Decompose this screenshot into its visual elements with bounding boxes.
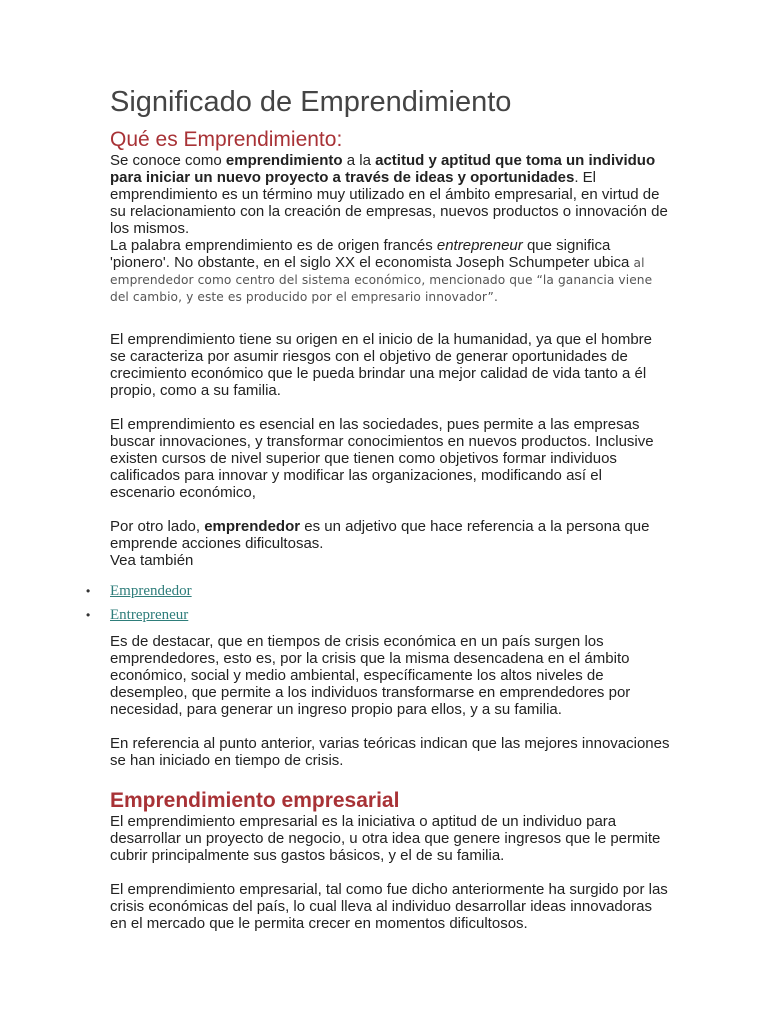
italic-term: entrepreneur <box>436 237 523 254</box>
paragraph-definition <box>110 152 670 237</box>
paragraph-importance: El emprendimiento es esencial en las sociedades, pues permite a las empresas buscar innovaciones, y transformar conocimientos en nuevos productos. Inclusive existen cursos de nivel superior que tienen como objetivos formar individuos calificados para innovar y modificar las organizaciones, modificando así el escenario económico, <box>110 416 654 501</box>
paragraph-emprendedor <box>110 518 670 569</box>
link-emprendedor[interactable]: Emprendedor <box>110 583 192 599</box>
page-title: Significado de Emprendimiento <box>110 86 512 118</box>
paragraph-empresarial-origin: El emprendimiento empresarial, tal como fue dicho anteriormente ha surgido por las crisis económicas del país, lo cual lleva al individuo desarrollar ideas innovadoras en el mercado que le permita crecer en momentos dificultosos. <box>110 881 668 932</box>
text-run: es un adjetivo que hace referencia a la persona que emprende acciones dificultosas. <box>110 518 650 552</box>
bold-definition: actitud y aptitud que toma un individuo para iniciar un nuevo proyecto a través de ideas y oportunidades <box>110 152 656 186</box>
bold-term: emprendimiento <box>225 152 343 169</box>
section-heading-empresarial: Emprendimiento empresarial <box>110 789 400 812</box>
list-item <box>80 579 670 603</box>
paragraph-crisis: Es de destacar, que en tiempos de crisis económica en un país surgen los emprendedores, esto es, por la crisis que la misma desencadena en el ámbito económico, social y medio ambiental, específicamente los altos niveles de desempleo, que permite a los individuos transformarse en emprendedores por necesidad, para generar un ingreso propio para ellos, y a su familia. <box>110 633 631 718</box>
text-run: . El emprendimiento es un término muy utilizado en el ámbito empresarial, en virtud de su relacionamiento con la creación de empresas, nuevos productos o innovación de los mismos. <box>110 169 668 237</box>
schumpeter-quote: al emprendedor como centro del sistema económico, mencionado que “la ganancia viene del cambio, y este es producido por el empresario innovador”. <box>110 256 653 304</box>
text-run: a la <box>342 152 376 169</box>
section-heading-que-es: Qué es Emprendimiento: <box>110 128 343 151</box>
list-item <box>80 603 670 627</box>
document-page <box>86 84 670 932</box>
text-run: Se conoce como <box>110 152 226 169</box>
text-run: Por otro lado, <box>110 518 205 535</box>
text-run: que significa 'pionero'. No obstante, en el siglo XX el economista Joseph Schumpeter ubica <box>110 237 630 271</box>
bold-term: emprendedor <box>204 518 301 535</box>
text-run: La palabra emprendimiento es de origen francés <box>110 237 437 254</box>
link-entrepreneur[interactable]: Entrepreneur <box>110 607 189 623</box>
bullet-icon: • <box>86 608 91 622</box>
paragraph-innovations: En referencia al punto anterior, varias teóricas indican que las mejores innovaciones se han iniciado en tiempo de crisis. <box>110 735 670 769</box>
paragraph-origin <box>110 237 670 305</box>
see-also-list <box>80 579 670 627</box>
paragraph-empresarial-definition: El emprendimiento empresarial es la iniciativa o aptitud de un individuo para desarrollar un proyecto de negocio, u otra idea que genere ingresos que le permite cubrir principalmente sus gastos básicos, y el de su familia. <box>110 813 661 864</box>
paragraph-history: El emprendimiento tiene su origen en el inicio de la humanidad, ya que el hombre se caracteriza por asumir riesgos con el objetivo de generar oportunidades de crecimiento económico que le pueda brindar una mejor calidad de vida tanto a él propio, como a su familia. <box>110 331 652 399</box>
see-also-label: Vea también <box>110 552 194 569</box>
bullet-icon: • <box>86 584 91 598</box>
